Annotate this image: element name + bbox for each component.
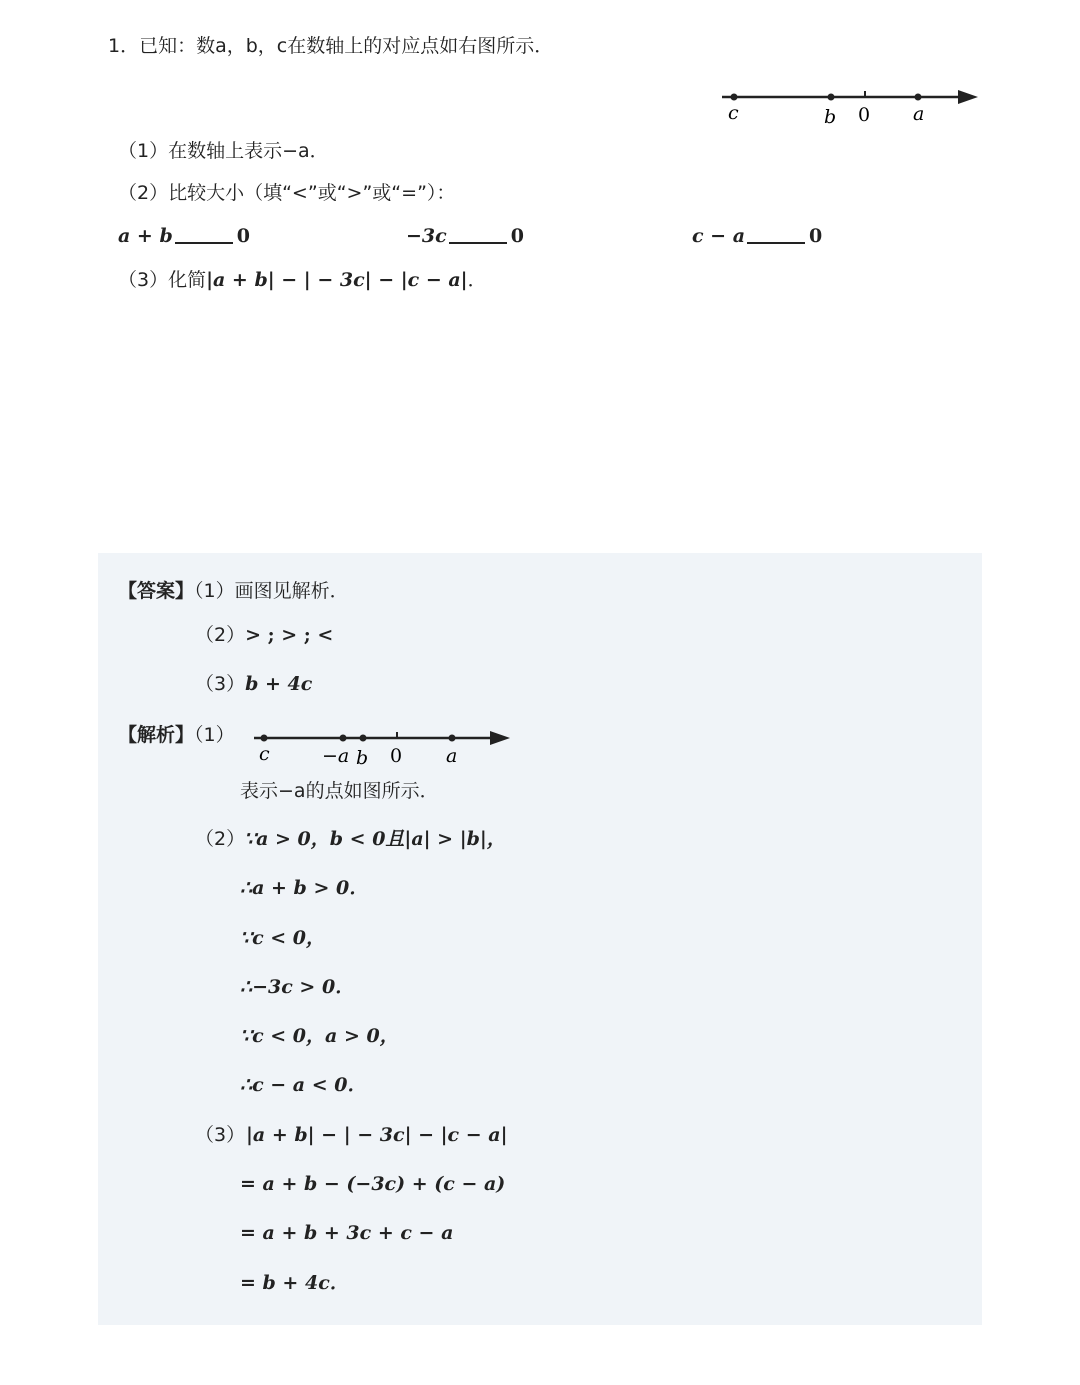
point-b — [360, 735, 367, 742]
analysis-number-line — [250, 722, 520, 772]
point-b — [828, 94, 835, 101]
answer-3-prefix: （3） — [195, 673, 246, 695]
analysis-arrow — [490, 731, 510, 745]
analysis-step-1: ∵a > 0，b < 0且|a| > |b|， — [244, 828, 506, 850]
compare-expr-3: c − a — [692, 225, 746, 247]
compare-rhs-2: 0 — [510, 225, 524, 247]
compare-item-3 — [692, 227, 822, 246]
analysis-1-prefix: （1） — [194, 724, 235, 746]
analysis-step-2: ∴a + b > 0． — [240, 877, 369, 899]
part3-expression: |a + b| − | − 3c| − |c − a| — [206, 269, 468, 291]
analysis-step-5: ∵c < 0，a > 0， — [240, 1025, 399, 1047]
label-neg-a: −a — [322, 745, 350, 767]
answer-3-value: b + 4c — [245, 673, 313, 695]
analysis-step-4: ∴−3c > 0． — [240, 976, 355, 998]
question-part2: （2）比较大小（填“<”或“>”或“=”）： — [118, 182, 456, 204]
number-line-arrow — [958, 90, 978, 104]
answer-line-1 — [118, 582, 349, 601]
label-a: a — [446, 745, 458, 767]
compare-rhs-1: 0 — [236, 225, 250, 247]
answer-blank-1[interactable] — [175, 242, 233, 244]
point-a — [915, 94, 922, 101]
part3-prefix: （3）化简 — [118, 269, 207, 291]
label-b: b — [356, 747, 369, 769]
number-line-figure — [718, 80, 988, 130]
answer-panel — [98, 553, 982, 1325]
analysis-3-line-3: = a + b + 3c + c − a — [240, 1222, 454, 1244]
question-part3 — [118, 271, 487, 290]
analysis-3-line-4: = b + 4c． — [240, 1272, 349, 1294]
label-a: a — [913, 103, 925, 125]
compare-expr-2: −3c — [406, 225, 447, 247]
point-a — [449, 735, 456, 742]
point-neg-a — [340, 735, 347, 742]
label-b: b — [824, 106, 837, 128]
answer-2-value: > ; > ; < — [245, 624, 334, 646]
answer-line-3 — [195, 675, 312, 694]
label-0: 0 — [390, 745, 403, 767]
answer-2-prefix: （2） — [195, 624, 246, 646]
analysis-3-line-2: = a + b − (−3c) + (c − a) — [240, 1173, 506, 1195]
answer-blank-2[interactable] — [449, 242, 507, 244]
analysis-tag: 【解析】 — [118, 724, 195, 746]
analysis-step-6: ∴c − a < 0． — [240, 1074, 367, 1096]
compare-expr-1: a + b — [118, 225, 173, 247]
compare-item-2 — [406, 227, 524, 246]
label-0: 0 — [858, 104, 871, 126]
analysis-3-prefix: （3） — [195, 1124, 246, 1146]
part3-end: ． — [467, 269, 487, 291]
answer-1: （1）画图见解析． — [194, 580, 349, 602]
answer-blank-3[interactable] — [747, 242, 805, 244]
analysis-2-prefix: （2） — [195, 828, 246, 850]
point-c — [731, 94, 738, 101]
label-c: c — [259, 743, 270, 765]
label-c: c — [728, 102, 739, 124]
compare-rhs-3: 0 — [809, 225, 823, 247]
analysis-1-caption: 表示−a的点如图所示． — [240, 780, 439, 802]
question-part1: （1）在数轴上表示−a． — [118, 140, 329, 162]
answer-tag: 【答案】 — [118, 580, 195, 602]
analysis-step-3: ∵c < 0， — [240, 927, 326, 949]
question-intro: 1．已知：数a，b，c在数轴上的对应点如右图所示． — [108, 35, 554, 57]
answer-line-2 — [195, 626, 333, 645]
point-c — [261, 735, 268, 742]
analysis-3-line-1: |a + b| − | − 3c| − |c − a| — [246, 1124, 508, 1146]
analysis-line-1 — [118, 726, 235, 745]
compare-item-1 — [118, 227, 250, 246]
